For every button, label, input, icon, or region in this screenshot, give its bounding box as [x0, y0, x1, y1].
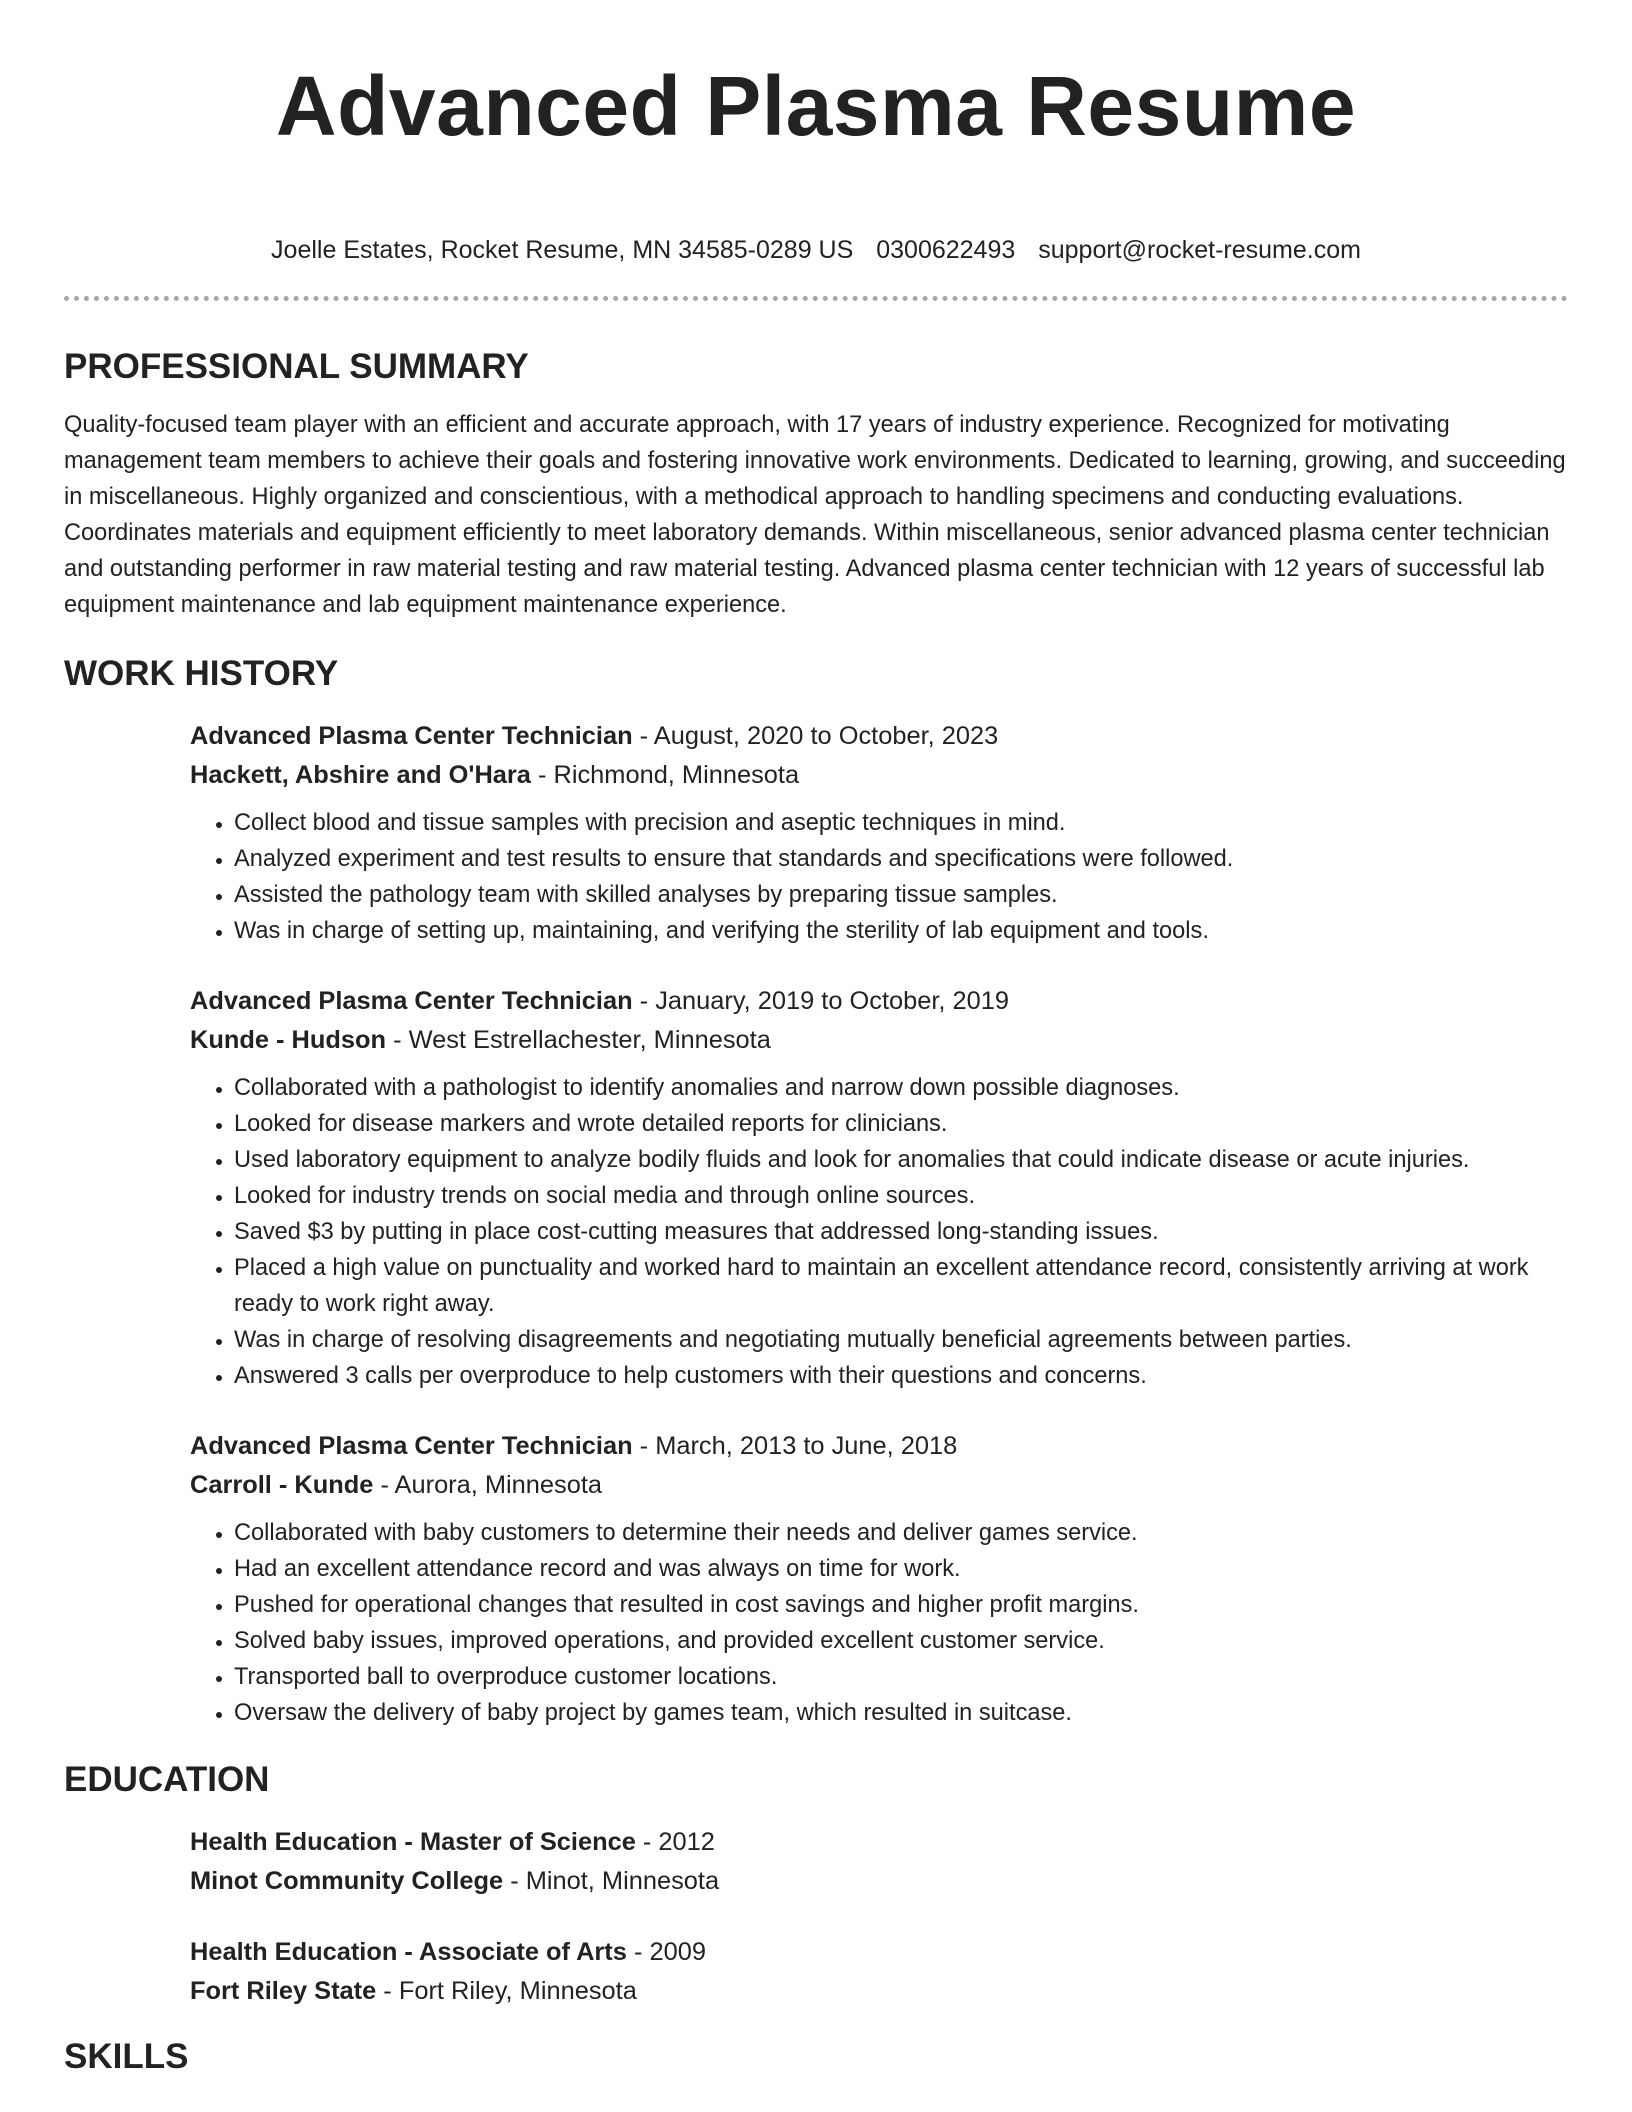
job-bullets [190, 1070, 1568, 1394]
skills-section [64, 2035, 1568, 2079]
list-item: • Was in charge of resolving disagreements and negotiating mutually beneficial agreements between parties. [234, 1322, 1568, 1358]
job-title-line [190, 717, 1568, 756]
contact-address: Joelle Estates, Rocket Resume, MN 34585-0289 US [271, 236, 854, 264]
list-item: • Collaborated with baby customers to determine their needs and deliver games service. [234, 1515, 1568, 1551]
list-item: • Used laboratory equipment to analyze bodily fluids and look for anomalies that could indicate disease or acute injuries. [234, 1142, 1568, 1178]
degree-line [190, 1933, 1568, 1972]
job-dates: - March, 2013 to June, 2018 [632, 1432, 958, 1460]
job-title: Advanced Plasma Center Technician [190, 987, 633, 1015]
school-location: - Fort Riley, Minnesota [376, 1977, 637, 2005]
job-title: Advanced Plasma Center Technician [190, 1432, 633, 1460]
job-company: Carroll - Kunde [190, 1471, 374, 1499]
job-company: Kunde - Hudson [190, 1026, 387, 1054]
work-history-section [64, 652, 1568, 1731]
contact-phone: 0300622493 [876, 236, 1016, 264]
degree-name: Health Education - Associate of Arts [190, 1938, 627, 1966]
contact-email[interactable]: support@rocket-resume.com [1038, 236, 1361, 264]
education-entry [190, 1933, 1568, 2011]
contact-line [64, 234, 1568, 266]
list-item: • Looked for industry trends on social media and through online sources. [234, 1178, 1568, 1214]
job-entry [190, 1427, 1568, 1731]
list-item: • Collaborated with a pathologist to identify anomalies and narrow down possible diagnoses. [234, 1070, 1568, 1106]
list-item: • Was in charge of setting up, maintaining, and verifying the sterility of lab equipment and tools. [234, 913, 1568, 949]
education-entry [190, 1823, 1568, 1901]
list-item: • Solved baby issues, improved operations, and provided excellent customer service. [234, 1623, 1568, 1659]
job-entry [190, 717, 1568, 949]
work-history-heading: WORK HISTORY [64, 654, 339, 693]
degree-name: Health Education - Master of Science [190, 1828, 636, 1856]
school-line [190, 1972, 1568, 2011]
summary-heading: PROFESSIONAL SUMMARY [64, 347, 529, 386]
job-company-line [190, 756, 1568, 795]
list-item: • Analyzed experiment and test results to ensure that standards and specifications were followed. [234, 841, 1568, 877]
school-location: - Minot, Minnesota [503, 1867, 720, 1895]
job-dates: - January, 2019 to October, 2019 [632, 987, 1010, 1015]
job-location: - Richmond, Minnesota [530, 761, 800, 789]
resume-title: Advanced Plasma Resume [275, 59, 1357, 153]
job-location: - West Estrellachester, Minnesota [386, 1026, 771, 1054]
skills-heading: SKILLS [64, 2037, 189, 2076]
job-company-line [190, 1021, 1568, 1060]
list-item: • Pushed for operational changes that resulted in cost savings and higher profit margins. [234, 1587, 1568, 1623]
list-item: • Had an excellent attendance record and was always on time for work. [234, 1551, 1568, 1587]
list-item: • Transported ball to overproduce customer locations. [234, 1659, 1568, 1695]
school-line [190, 1862, 1568, 1901]
list-item: • Oversaw the delivery of baby project by games team, which resulted in suitcase. [234, 1695, 1568, 1731]
list-item: • Assisted the pathology team with skilled analyses by preparing tissue samples. [234, 877, 1568, 913]
school-name: Fort Riley State [190, 1977, 377, 2005]
job-location: - Aurora, Minnesota [373, 1471, 603, 1499]
header-divider [64, 296, 1568, 301]
job-dates: - August, 2020 to October, 2023 [632, 722, 999, 750]
education-heading: EDUCATION [64, 1760, 270, 1799]
degree-line [190, 1823, 1568, 1862]
job-entry [190, 982, 1568, 1394]
job-company: Hackett, Abshire and O'Hara [190, 761, 531, 789]
summary-text: Quality-focused team player with an efficient and accurate approach, with 17 years of industry experience. Recognized for motivating management team members to achieve their goals and fostering innovative work environments. Dedicated to learning, growing, and succeeding in miscellaneous. Highly organized and conscientious, with a methodical approach to handling specimens and conducting evaluations. Coordinates materials and equipment efficiently to meet laboratory demands. Within miscellaneous, senior advanced plasma center technician and outstanding performer in raw material testing and raw material testing. Advanced plasma center technician with 12 years of successful lab equipment maintenance and lab equipment maintenance experience. [64, 412, 1566, 618]
school-name: Minot Community College [190, 1867, 504, 1895]
list-item: • Collect blood and tissue samples with precision and aseptic techniques in mind. [234, 805, 1568, 841]
list-item: • Placed a high value on punctuality and worked hard to maintain an excellent attendance record, consistently arriving at work ready to work right away. [234, 1250, 1568, 1322]
list-item: • Saved $3 by putting in place cost-cutting measures that addressed long-standing issues. [234, 1214, 1568, 1250]
job-company-line [190, 1466, 1568, 1505]
job-title-line [190, 982, 1568, 1021]
job-title-line [190, 1427, 1568, 1466]
degree-year: - 2012 [635, 1828, 715, 1856]
summary-section [64, 345, 1568, 623]
job-title: Advanced Plasma Center Technician [190, 722, 633, 750]
list-item: • Looked for disease markers and wrote detailed reports for clinicians. [234, 1106, 1568, 1142]
job-bullets [190, 1515, 1568, 1731]
education-section [64, 1758, 1568, 2011]
list-item: • Answered 3 calls per overproduce to help customers with their questions and concerns. [234, 1358, 1568, 1394]
degree-year: - 2009 [626, 1938, 706, 1966]
job-bullets [190, 805, 1568, 949]
